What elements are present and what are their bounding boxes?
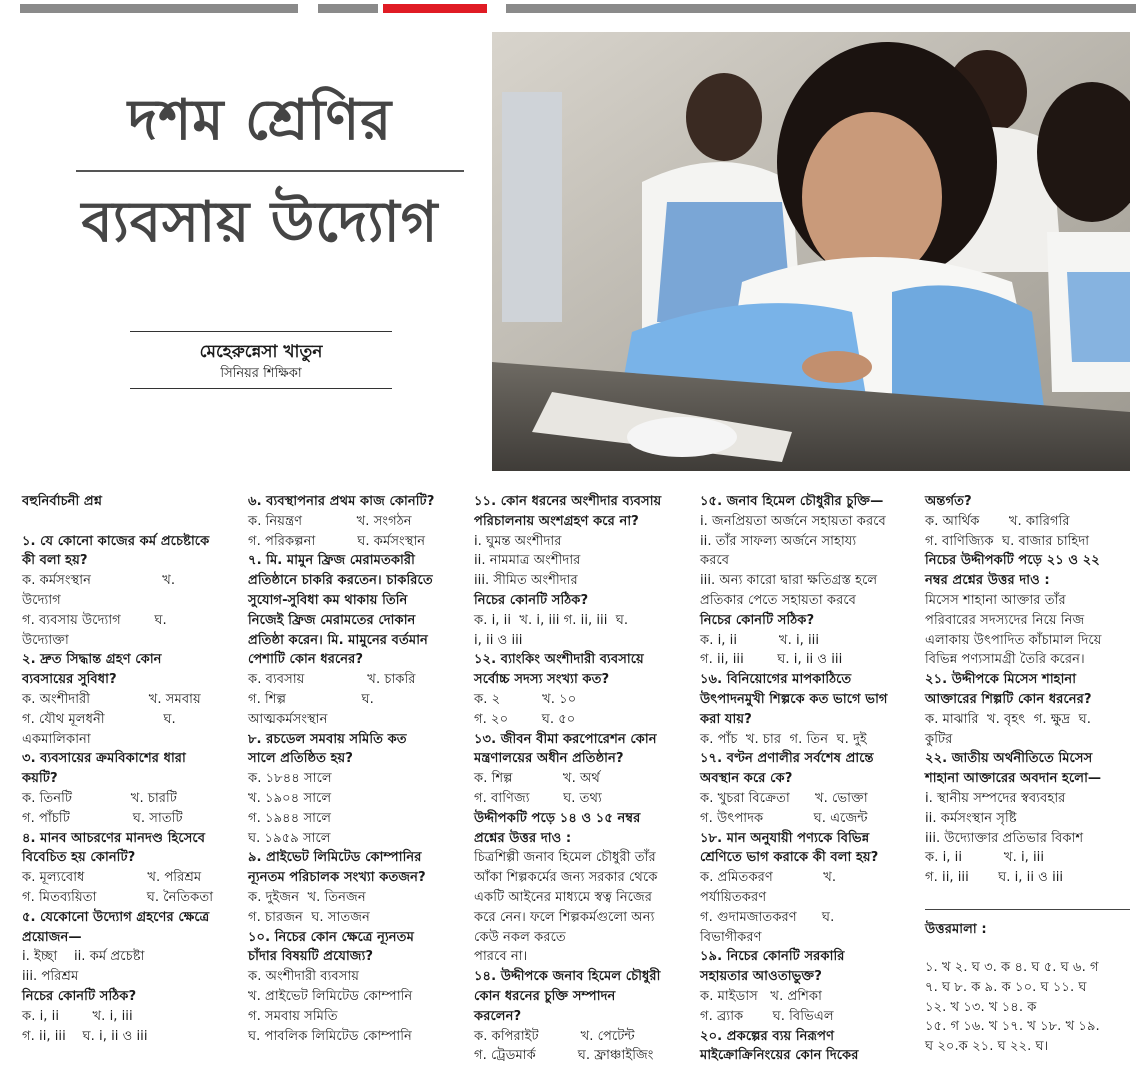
option-line: গ. সমবায় সমিতি [248,1008,338,1024]
author-rule-bottom [130,388,392,389]
option-line: i. ইচ্ছা ii. কর্ম প্রচেষ্টা [22,949,145,965]
option-line: iii. অন্য কারো দ্বারা ক্ষতিগ্রস্ত হলে [700,573,878,589]
question-line: সহায়তার আওতাভুক্ত? [700,969,822,985]
option-line: এলাকায় উৎপাদিত কাঁচামাল দিয়ে [925,632,1102,648]
option-line: পর্যায়িতকরণ [700,889,767,905]
question-line: নিজেই ফ্রিজ মেরামতের দোকান [248,612,416,628]
option-line: গ. উৎপাদক ঘ. এজেন্ট [700,810,868,826]
column-1 [22,492,222,1046]
option-line: করে নেন। ফলে শিল্পকর্মগুলো অন্য [474,909,655,925]
question-line: নিচের উদ্দীপকটি পড়ে ২১ ও ২২ [925,553,1100,569]
question-line: ৮. রচডেল সমবায় সমিতি কত [248,731,407,747]
question-line: পরিচালনায় অংশগ্রহণ করে না? [474,513,639,529]
question-line: মন্ত্রণালয়ের অধীন প্রতিষ্ঠান? [474,751,624,767]
option-line: ক. দুইজন খ. তিনজন [248,889,366,905]
option-line: ক. আর্থিক খ. কারিগরি [925,513,1070,529]
question-line: প্রতিষ্ঠা করেন। মি. মামুনের বর্তমান [248,632,428,648]
option-line: ক. i, ii খ. i, iii গ. ii, iii ঘ. [474,612,629,628]
option-line: ক. প্রমিতকরণ খ. [700,870,837,886]
option-line: i. স্থানীয় সম্পদের স্বব্যবহার [925,790,1066,806]
option-line: করবে [700,553,730,569]
question-line: প্রতিষ্ঠানে চাকরি করতেন। চাকরিতে [248,573,433,589]
question-line: প্রয়োজন— [22,929,82,945]
option-line: ক. মূল্যবোধ খ. পরিশ্রম [22,870,202,886]
top-bar-left [20,4,298,13]
question-line: ১১. কোন ধরনের অংশীদার ব্যবসায় [474,494,662,509]
author-name: মেহেরুন্নেসা খাতুন [199,342,323,362]
question-line: ২০. প্রকল্পের ব্যয় নিরূপণ [700,1028,835,1044]
answer-line: ৭. ঘ ৮. ক ৯. ক ১০. ঘ ১১. ঘ [925,979,1087,995]
title-divider [76,170,464,172]
option-line: iii. উদ্যোক্তার প্রতিভার বিকাশ [925,830,1084,846]
answer-line: ১৫. গ ১৬. খ ১৭. খ ১৮. খ ১৯. [925,1019,1100,1035]
option-line: আত্মকর্মসংস্থান [248,711,328,727]
option-line: গ. ব্যবসায় উদ্যোগ ঘ. [22,612,167,628]
option-line: গ. বাণিজ্য ঘ. তথ্য [474,790,602,806]
column-4-lines [700,492,905,1066]
option-line: ক. অংশীদারী খ. সমবায় [22,691,201,707]
option-line: গ. ট্রেডমার্ক ঘ. ফ্রাঞ্চাইজিং [474,1048,654,1064]
question-line: ২১. উদ্দীপকে মিসেস শাহানা [925,672,1077,688]
answers-title: উত্তরমালা : [925,922,987,937]
question-line: ১৭. বণ্টন প্রণালীর সর্বশেষ প্রান্তে [700,751,874,767]
question-line: প্রশ্নের উত্তর দাও : [474,830,572,846]
question-line: নিচের কোনটি সঠিক? [22,988,137,1004]
option-line: গ. ii, iii ঘ. i, ii ও iii [22,1028,148,1044]
top-bar-mid-gray [318,4,378,13]
question-line: শাহানা আক্তারের অবদান হলো— [925,771,1102,787]
answer-line: ঘ ২০.ক ২১. ঘ ২২. ঘ। [925,1039,1049,1055]
option-line: উদ্যোক্তা [22,632,69,648]
option-line: ক. i, ii খ. i, iii [700,632,819,648]
option-line: ii. নামমাত্র অংশীদার [474,553,581,569]
answers-list [925,958,1100,1057]
column-2-lines [248,492,453,1046]
top-bar-right [506,4,1136,13]
option-line: iii. পরিশ্রম [22,969,79,985]
question-line: করলেন? [474,1008,522,1024]
option-line: বিভাগীকরণ [700,929,762,945]
question-line: ১৮. মান অনুযায়ী পণ্যকে বিভিন্ন [700,830,870,846]
question-line: নিচের কোনটি সঠিক? [474,592,589,608]
question-line: কোন ধরনের চুক্তি সম্পাদন [474,988,616,1004]
question-line: সালে প্রতিষ্ঠিত হয়? [248,751,353,767]
question-line: নিচের কোনটি সঠিক? [700,612,815,628]
option-line: গ. ২০ ঘ. ৫০ [474,711,576,727]
column-5 [925,492,1135,1055]
option-line: ক. খুচরা বিক্রেতা খ. ভোক্তা [700,790,868,806]
option-line: ক. ১৮৪৪ সালে [248,771,332,787]
question-line: ৭. মি. মামুন ফ্রিজ মেরামতকারী [248,553,415,569]
question-line: ৬. ব্যবস্থাপনার প্রথম কাজ কোনটি? [248,494,435,509]
question-line: সর্বোচ্চ সদস্য সংখ্যা কত? [474,672,610,688]
question-line: চাঁদার বিষয়টি প্রযোজ্য? [248,949,374,965]
question-line: করা যায়? [700,711,752,727]
option-line: বিভিন্ন পণ্যসামগ্রী তৈরি করেন। [925,652,1085,668]
option-line: উদ্যোগ [22,592,61,608]
option-line: ঘ. পাবলিক লিমিটেড কোম্পানি [248,1028,412,1044]
question-line: শ্রেণিতে ভাগ করাকে কী বলা হয়? [700,850,879,866]
option-line: খ. ১৯০৪ সালে [248,790,332,806]
question-line: সুযোগ-সুবিধা কম থাকায় তিনি [248,592,408,608]
option-line: ii. তাঁর সাফল্য অর্জনে সাহায্য [700,533,857,549]
option-line: ক. i, ii খ. i, iii [22,1008,133,1024]
page-title-line1: দশম শ্রেণির [127,87,393,153]
option-line: গ. ii, iii ঘ. i, ii ও iii [925,870,1064,886]
question-line: ১৬. বিনিয়োগের মাপকাঠিতে [700,672,852,688]
top-bar-red [383,4,487,13]
option-line: গ. পাঁচটি ঘ. সাতটি [22,810,183,826]
column-2 [248,492,453,1046]
option-line: গ. বাণিজ্যিক ঘ. বাজার চাহিদা [925,533,1090,549]
option-line: ঘ. ১৯৫৯ সালে [248,830,331,846]
option-line: গ. ii, iii ঘ. i, ii ও iii [700,652,843,668]
answer-line: ১২. খ ১৩. খ ১৪. ক [925,999,1037,1015]
question-line: উদ্দীপকটি পড়ে ১৪ ও ১৫ নম্বর [474,810,641,826]
option-line: ক. পাঁচ খ. চার গ. তিন ঘ. দুই [700,731,867,747]
option-line: ক. কপিরাইট খ. পেটেন্ট [474,1028,635,1044]
question-line: ১৪. উদ্দীপকে জনাব হিমেল চৌধুরী [474,969,661,985]
question-line: মাইক্রোক্রিনিংয়ের কোন দিকের [700,1048,859,1064]
column-4 [700,492,905,1066]
option-line: ক. মাঝারি খ. বৃহৎ গ. ক্ষুদ্র ঘ. [925,711,1091,727]
question-line: আক্তারের শিল্পটি কোন ধরনের? [925,691,1092,707]
option-line: ক. শিল্প খ. অর্থ [474,771,600,787]
option-line: ক. তিনটি খ. চারটি [22,790,177,806]
option-line: গ. গুদামজাতকরণ ঘ. [700,909,835,925]
option-line: কুটির [925,731,953,747]
option-line: ক. কর্মসংস্থান খ. [22,573,176,589]
option-line: একমালিকানা [22,731,91,747]
option-line: i. জনপ্রিয়তা অর্জনে সহায়তা করবে [700,513,886,529]
option-line: পরিবারের সদস্যদের নিয়ে নিজ [925,612,1085,628]
option-line: গ. পরিকল্পনা ঘ. কর্মসংস্থান [248,533,426,549]
question-line: কী বলা হয়? [22,553,88,569]
option-line: গ. ব্র্যাক ঘ. বিভিএল [700,1008,834,1024]
question-line: কয়টি? [22,771,58,787]
page-title-line2: ব্যবসায় উদ্যোগ [81,189,439,255]
option-line: গ. চারজন ঘ. সাতজন [248,909,370,925]
option-line: চিত্রশিল্পী জনাব হিমেল চৌধুরী তাঁর [474,850,656,866]
option-line: গ. মিতব্যয়িতা ঘ. নৈতিকতা [22,889,214,905]
question-line: ৯. প্রাইভেট লিমিটেড কোম্পানির [248,850,422,866]
option-line: ক. নিয়ন্ত্রণ খ. সংগঠন [248,513,412,529]
question-line: ন্যূনতম পরিচালক সংখ্যা কতজন? [248,870,426,886]
option-line: একটি আইনের মাধ্যমে স্বত্ব নিজের [474,889,653,905]
option-line: খ. প্রাইভেট লিমিটেড কোম্পানি [248,988,413,1004]
option-line: পারবে না। [474,949,528,965]
question-line: ২২. জাতীয় অর্থনীতিতে মিসেস [925,751,1093,767]
photo-illustration [492,32,1130,471]
question-line: ১৫. জনাব হিমেল চৌধুরীর চুক্তি— [700,494,884,509]
column-3-lines [474,492,684,1066]
question-line: অবস্থান করে কে? [700,771,793,787]
question-line: ১. যে কোনো কাজের কর্ম প্রচেষ্টাকে [22,533,210,549]
question-line: উৎপাদনমুখী শিল্পকে কত ভাগে ভাগ [700,691,888,707]
question-line: ৪. মানব আচরণের মানদণ্ড হিসেবে [22,830,206,846]
option-line: প্রতিকার পেতে সহায়তা করবে [700,592,856,608]
question-line: ১০. নিচের কোন ক্ষেত্রে ন্যূনতম [248,929,414,945]
question-line: ১২. ব্যাংকিং অংশীদারী ব্যবসায়ে [474,652,644,668]
classroom-exam-photo [492,32,1130,471]
option-line: ক. i, ii খ. i, iii [925,850,1044,866]
column-3 [474,492,684,1066]
answer-line: ১. খ ২. ঘ ৩. ক ৪. ঘ ৫. ঘ ৬. গ [925,960,1099,975]
option-line: i, ii ও iii [474,632,523,648]
option-line: মিসেস শাহানা আক্তার তাঁর [925,592,1066,608]
question-line: ব্যবসায়ের সুবিধা? [22,672,117,688]
option-line: ii. কর্মসংস্থান সৃষ্টি [925,810,1017,826]
option-line: গ. ১৯৪৪ সালে [248,810,332,826]
option-line: ক. ব্যবসায় খ. চাকরি [248,672,416,688]
option-line: আঁকা শিল্পকর্মের জন্য সরকার থেকে [474,870,658,886]
option-line: ক. অংশীদারী ব্যবসায় [248,969,360,985]
question-line: ২. দ্রুত সিদ্ধান্ত গ্রহণ কোন [22,652,162,668]
option-line: গ. শিল্প ঘ. [248,691,374,707]
option-line: ক. মাইডাস খ. প্রশিকা [700,988,822,1004]
option-line: গ. যৌথ মূলধনী ঘ. [22,711,176,727]
question-line: বিবেচিত হয় কোনটি? [22,850,136,866]
option-line: i. ঘুমন্ত অংশীদার [474,533,562,549]
answers-divider [925,909,1130,910]
author-title: সিনিয়র শিক্ষিকা [220,366,302,381]
question-line: অন্তর্গত? [925,494,972,509]
question-line: ৩. ব্যবসায়ের ক্রমবিকাশের ধারা [22,751,186,767]
option-line: কেউ নকল করতে [474,929,566,945]
question-line: পেশাটি কোন ধরনের? [248,652,364,668]
column-1-lines [22,492,222,1046]
option-line [22,512,222,532]
author-rule-top [130,331,392,332]
question-line: নম্বর প্রশ্নের উত্তর দাও : [925,573,1050,589]
question-line: বহুনির্বাচনী প্রশ্ন [22,494,103,509]
column-5-lines [925,492,1135,888]
question-line: ১৩. জীবন বীমা করপোরেশন কোন [474,731,657,747]
option-line: ক. ২ খ. ১০ [474,691,577,707]
question-line: ১৯. নিচের কোনটি সরকারি [700,949,845,965]
question-line: ৫. যেকোনো উদ্যোগ গ্রহণের ক্ষেত্রে [22,909,210,925]
option-line: iii. সীমিত অংশীদার [474,573,578,589]
